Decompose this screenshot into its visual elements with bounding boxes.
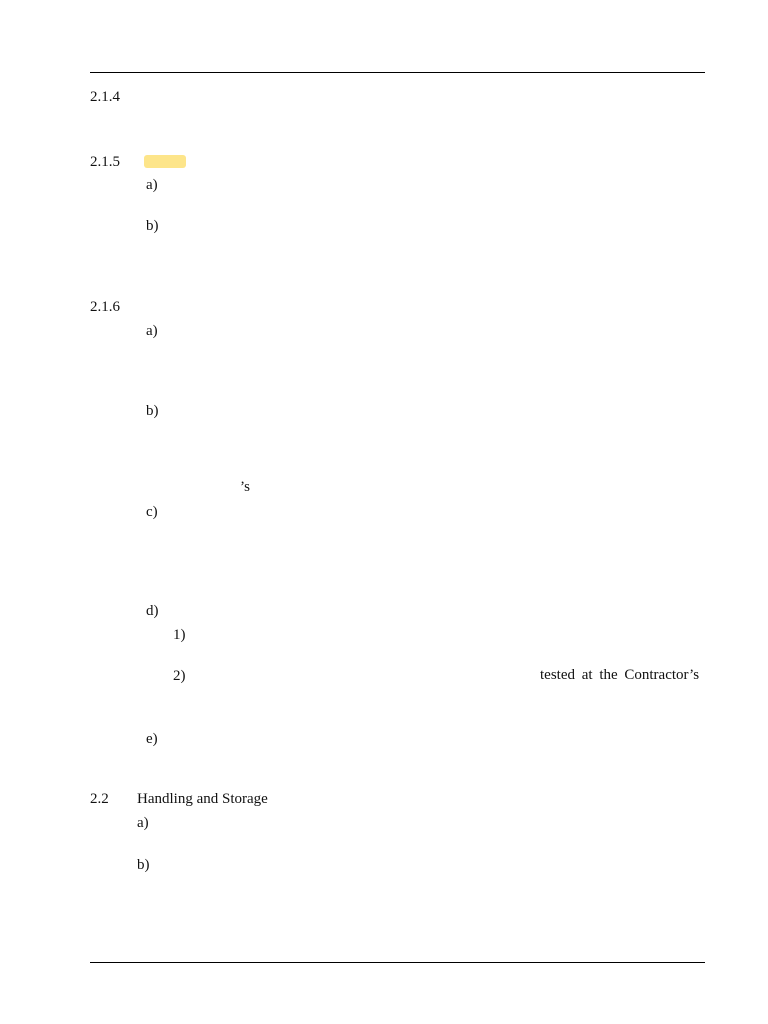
list-marker-b: b) (146, 403, 159, 419)
section-number-2-2: 2.2 (90, 791, 109, 807)
section-number-2-1-6: 2.1.6 (90, 299, 120, 315)
list-marker-a: a) (146, 323, 158, 339)
list-marker-a: a) (137, 815, 149, 831)
text-fragment-tested: tested at the Contractor’s (540, 667, 700, 683)
section-number-2-1-5: 2.1.5 (90, 154, 120, 170)
sublist-marker-1: 1) (173, 627, 186, 643)
list-marker-d: d) (146, 603, 159, 619)
section-heading-handling-and-storage: Handling and Storage (137, 791, 268, 807)
list-marker-b: b) (137, 857, 150, 873)
list-marker-a: a) (146, 177, 158, 193)
sublist-marker-2: 2) (173, 668, 186, 684)
list-marker-b: b) (146, 218, 159, 234)
header-rule (90, 72, 705, 73)
text-fragment-possessive: ’s (240, 479, 251, 495)
footer-rule (90, 962, 705, 963)
list-marker-e: e) (146, 731, 158, 747)
section-number-2-1-4: 2.1.4 (90, 89, 120, 105)
highlight-mark (144, 155, 186, 168)
list-marker-c: c) (146, 504, 158, 520)
